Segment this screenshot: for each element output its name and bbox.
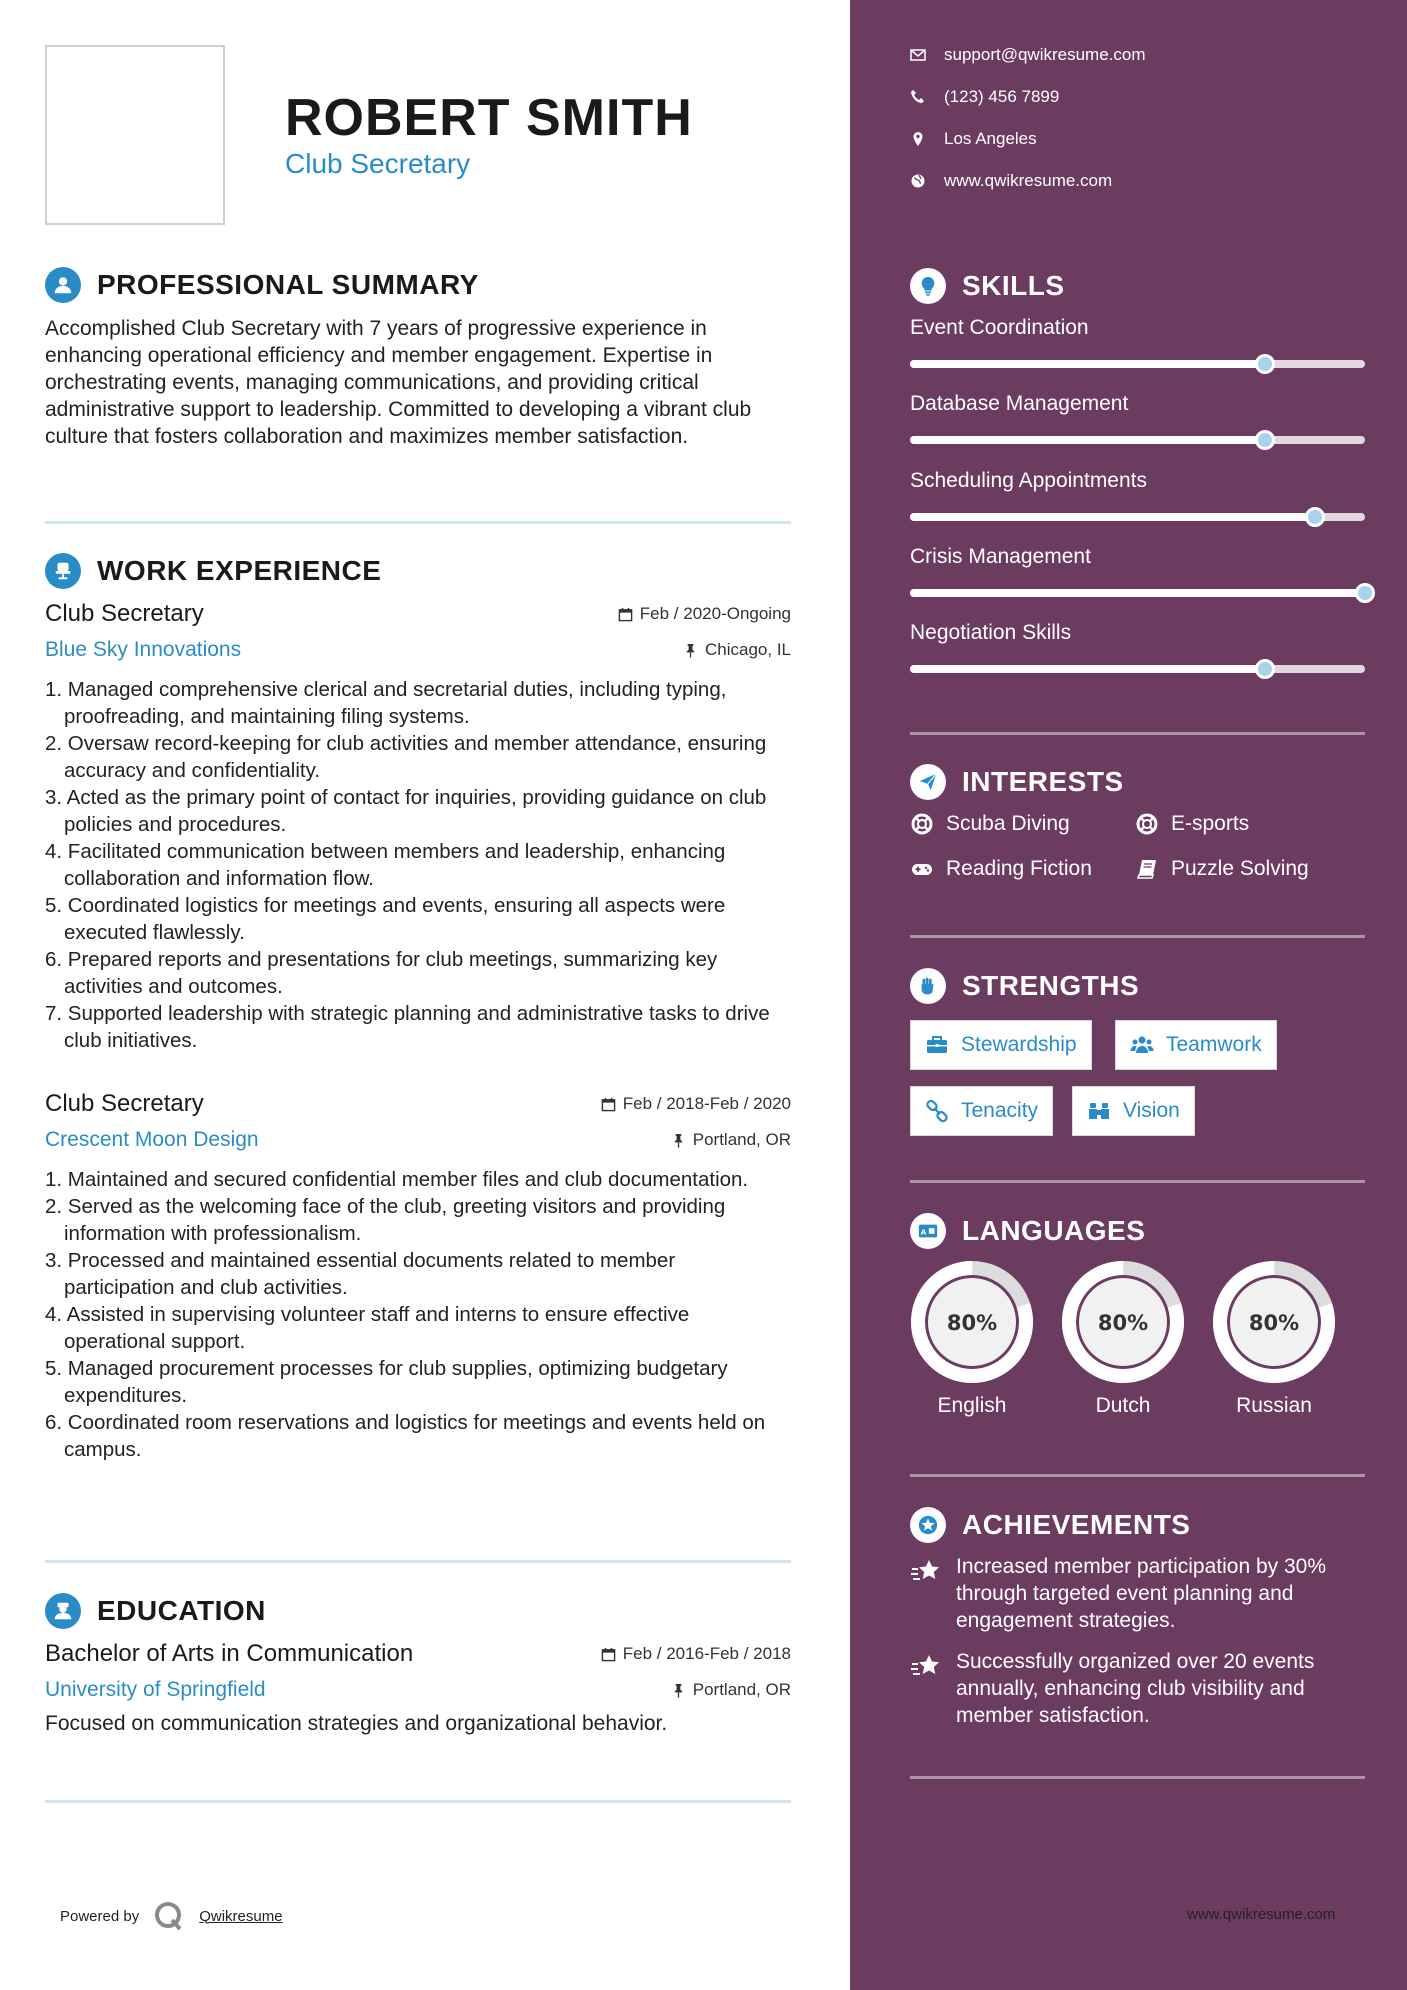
link-icon — [925, 1099, 949, 1123]
list-item: 4. Assisted in supervising volunteer staff and interns to ensure effective operational support. — [45, 1303, 690, 1353]
skill-name: Crisis Management — [910, 545, 1091, 568]
skills-title: SKILLS — [962, 270, 1065, 301]
binoculars-icon — [1087, 1099, 1111, 1123]
divider — [45, 1560, 791, 1563]
skill-bar — [910, 513, 1365, 521]
map-marker-icon — [910, 131, 926, 147]
divider — [910, 1180, 1365, 1183]
language-item — [1061, 1260, 1185, 1418]
globe-icon — [910, 173, 926, 189]
star-badge-icon — [910, 1507, 946, 1543]
contact-phone[interactable]: (123) 456 7899 — [910, 87, 1059, 107]
divider — [910, 935, 1365, 938]
job-company: Crescent Moon Design — [45, 1128, 259, 1151]
contact-location: Los Angeles — [910, 129, 1037, 149]
language-name: Russian — [1236, 1394, 1312, 1417]
divider — [45, 521, 791, 524]
divider — [910, 1776, 1365, 1779]
achievements-title: ACHIEVEMENTS — [962, 1509, 1191, 1540]
list-item: 6. Coordinated room reservations and logistics for meetings and events held on campus. — [45, 1411, 766, 1461]
strengths-heading — [910, 968, 1139, 1004]
shooting-star-icon — [910, 1650, 942, 1682]
skill-name: Event Coordination — [910, 316, 1089, 339]
languages-title: LANGUAGES — [962, 1215, 1146, 1246]
users-icon — [1130, 1033, 1154, 1057]
language-ring — [910, 1260, 1034, 1384]
language-item — [910, 1260, 1034, 1418]
sidebar — [850, 0, 1407, 1990]
calendar-icon — [618, 607, 633, 622]
strengths-title: STRENGTHS — [962, 970, 1140, 1001]
list-item: 5. Coordinated logistics for meetings and events, ensuring all aspects were executed flawlessly. — [45, 894, 726, 944]
contact-email[interactable]: support@qwikresume.com — [910, 45, 1146, 65]
qwikresume-logo-icon — [153, 1900, 185, 1932]
list-item: 1. Managed comprehensive clerical and secretarial duties, including typing, proofreading, and maintaining filing systems. — [45, 678, 727, 728]
work-heading — [45, 553, 381, 589]
language-name: Dutch — [1095, 1394, 1151, 1417]
achievement-item — [910, 1553, 1370, 1634]
skill-bar-knob — [1255, 354, 1275, 374]
language-percent: 80% — [946, 1311, 998, 1335]
list-item: 3. Processed and maintained essential documents related to member participation and club activities. — [45, 1249, 676, 1299]
language-ring — [1061, 1260, 1185, 1384]
lifebuoy-icon — [1135, 812, 1159, 836]
job-bullets — [45, 1166, 791, 1463]
paper-plane-icon — [910, 764, 946, 800]
language-percent: 80% — [1248, 1311, 1300, 1335]
skills-heading — [910, 268, 1065, 304]
degree: Bachelor of Arts in Communication — [45, 1640, 414, 1667]
interest-item: Puzzle Solving — [1135, 857, 1309, 881]
interest-item: Reading Fiction — [910, 857, 1092, 881]
skill-bar-knob — [1255, 430, 1275, 450]
pin-icon — [683, 643, 698, 658]
skill-bar-fill — [910, 589, 1365, 597]
job-entry — [45, 1090, 791, 1463]
pin-icon — [671, 1683, 686, 1698]
language-name: English — [937, 1394, 1007, 1417]
list-item: 2. Served as the welcoming face of the club, greeting visitors and providing information with professionalism. — [45, 1195, 726, 1245]
education-location: Portland, OR — [671, 1680, 791, 1700]
calendar-icon — [601, 1647, 616, 1662]
education-date: Feb / 2016-Feb / 2018 — [601, 1644, 791, 1664]
work-title: WORK EXPERIENCE — [97, 555, 382, 586]
job-entry — [45, 600, 791, 1054]
skill-bar-knob — [1305, 507, 1325, 527]
job-location: Portland, OR — [671, 1130, 791, 1150]
divider — [910, 1474, 1365, 1477]
divider — [45, 1800, 791, 1803]
skill-bar-knob — [1355, 583, 1375, 603]
phone-icon — [910, 89, 926, 105]
graduate-icon — [45, 1593, 81, 1629]
skill-item — [910, 392, 1365, 444]
education-description: Focused on communication strategies and organizational behavior. — [45, 1712, 668, 1735]
profile-photo-placeholder — [45, 45, 225, 225]
svg-text:A: A — [920, 1227, 927, 1237]
skill-bar-fill — [910, 513, 1315, 521]
job-company: Blue Sky Innovations — [45, 638, 242, 661]
skill-bar-fill — [910, 436, 1265, 444]
briefcase-icon — [925, 1033, 949, 1057]
job-title: Club Secretary — [45, 1090, 204, 1117]
skill-bar-knob — [1255, 659, 1275, 679]
user-icon — [45, 267, 81, 303]
gamepad-icon — [910, 857, 934, 881]
language-item — [1212, 1260, 1336, 1418]
candidate-name: ROBERT SMITH — [285, 89, 693, 147]
skill-bar — [910, 589, 1365, 597]
language-icon — [910, 1213, 946, 1249]
list-item: 4. Facilitated communication between members and leadership, enhancing collaboration and information flow. — [45, 840, 726, 890]
interest-item: E-sports — [1135, 812, 1249, 836]
achievements-heading — [910, 1507, 1190, 1543]
language-percent: 80% — [1097, 1311, 1149, 1335]
school: University of Springfield — [45, 1678, 266, 1701]
interests-title: INTERESTS — [962, 766, 1124, 797]
lifebuoy-icon — [910, 812, 934, 836]
strength-badge: Teamwork — [1115, 1020, 1277, 1070]
envelope-icon — [910, 47, 926, 63]
language-ring — [1212, 1260, 1336, 1384]
list-item: 2. Oversaw record-keeping for club activities and member attendance, ensuring accuracy and confidentiality. — [45, 732, 767, 782]
job-date: Feb / 2018-Feb / 2020 — [601, 1094, 791, 1114]
list-item: 1. Maintained and secured confidential member files and club documentation. — [45, 1168, 749, 1191]
skill-item — [910, 545, 1365, 597]
book-icon — [1135, 857, 1159, 881]
languages-heading — [910, 1213, 1145, 1249]
strength-badge: Tenacity — [910, 1086, 1053, 1136]
education-title: EDUCATION — [97, 1595, 266, 1626]
job-date: Feb / 2020-Ongoing — [618, 604, 791, 624]
list-item: 7. Supported leadership with strategic planning and administrative tasks to drive club initiatives. — [45, 1002, 770, 1052]
summary-heading — [45, 267, 479, 303]
skill-item — [910, 316, 1365, 368]
summary-title: PROFESSIONAL SUMMARY — [97, 269, 479, 300]
skill-item — [910, 469, 1365, 521]
powered-by: Powered by Qwikresume — [60, 1900, 283, 1932]
skill-bar — [910, 436, 1365, 444]
skill-name: Scheduling Appointments — [910, 469, 1147, 492]
summary-text: Accomplished Club Secretary with 7 years of progressive experience in enhancing operational efficiency and member engagement. Expertise in orchestrating events, managing communications, and providing critical administrative support to leadership. Committed to developing a vibrant club culture that fosters collaboration and maximizes member satisfaction. — [45, 317, 752, 448]
skill-item — [910, 621, 1365, 673]
education-heading — [45, 1593, 266, 1629]
chair-icon — [45, 553, 81, 589]
skill-bar-fill — [910, 360, 1265, 368]
interest-item: Scuba Diving — [910, 812, 1070, 836]
fist-icon — [910, 968, 946, 1004]
strength-badge: Vision — [1072, 1086, 1195, 1136]
qwikresume-link[interactable]: Qwikresume — [199, 1907, 283, 1925]
skill-name: Negotiation Skills — [910, 621, 1072, 644]
skill-bar — [910, 360, 1365, 368]
pin-icon — [671, 1133, 686, 1148]
contact-website[interactable]: www.qwikresume.com — [910, 171, 1112, 191]
list-item: 6. Prepared reports and presentations for club meetings, summarizing key activities and outcomes. — [45, 948, 718, 998]
lightbulb-icon — [910, 268, 946, 304]
interests-heading — [910, 764, 1124, 800]
divider — [910, 732, 1365, 735]
skill-bar-fill — [910, 665, 1265, 673]
shooting-star-icon — [910, 1555, 942, 1587]
strength-badge: Stewardship — [910, 1020, 1092, 1070]
job-title: Club Secretary — [45, 600, 204, 627]
calendar-icon — [601, 1097, 616, 1112]
achievement-text: Successfully organized over 20 events annually, enhancing club visibility and member satisfaction. — [956, 1650, 1315, 1727]
job-location: Chicago, IL — [683, 640, 791, 660]
skill-bar — [910, 665, 1365, 673]
education-entry — [45, 1640, 791, 1736]
list-item: 3. Acted as the primary point of contact for inquiries, providing guidance on club policies and procedures. — [45, 786, 767, 836]
list-item: 5. Managed procurement processes for club supplies, optimizing budgetary expenditures. — [45, 1357, 728, 1407]
skill-name: Database Management — [910, 392, 1129, 415]
achievement-text: Increased member participation by 30% through targeted event planning and engagement strategies. — [956, 1555, 1327, 1632]
job-bullets — [45, 676, 791, 1054]
achievement-item — [910, 1648, 1370, 1729]
footer-website[interactable]: www.qwikresume.com — [1187, 1906, 1336, 1923]
candidate-title: Club Secretary — [285, 148, 471, 179]
